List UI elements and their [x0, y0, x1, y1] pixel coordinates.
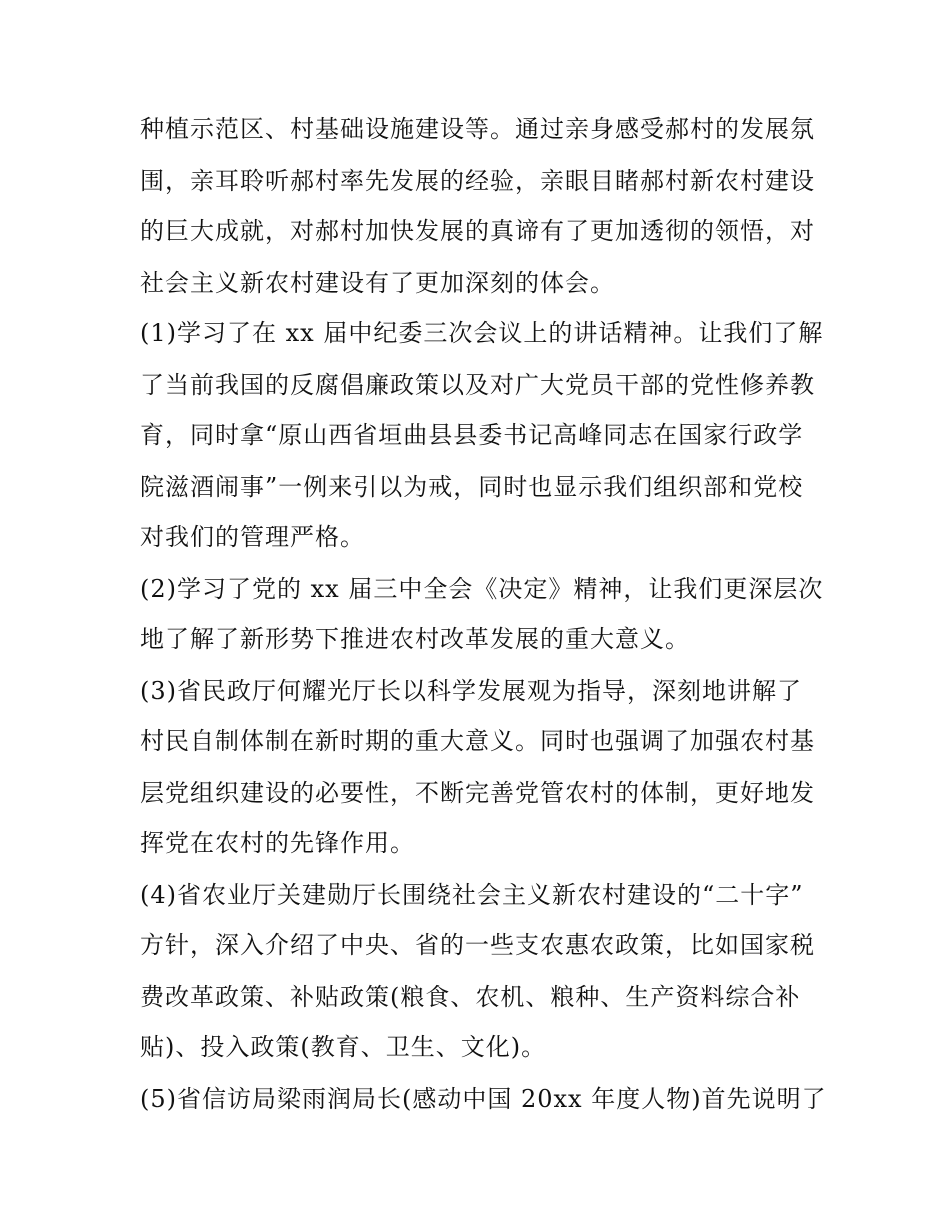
- text-line: (1)学习了在 xx 届中纪委三次会议上的讲话精神。让我们了解: [140, 319, 824, 347]
- text-line: 贴)、投入政策(教育、卫生、文化)。: [140, 1033, 547, 1061]
- text-line: 围，亲耳聆听郝村率先发展的经验，亲眼目睹郝村新农村建设: [140, 167, 815, 195]
- text-line: 方针，深入介绍了中央、省的一些支农惠农政策，比如国家税: [140, 931, 815, 959]
- text-line: 社会主义新农村建设有了更加深刻的体会。: [140, 269, 615, 297]
- text-line: (4)省农业厅关建勋厅长围绕社会主义新农村建设的“二十字”: [140, 881, 804, 909]
- text-line: 对我们的管理严格。: [140, 523, 365, 551]
- text-line: 村民自制体制在新时期的重大意义。同时也强调了加强农村基: [140, 727, 815, 755]
- text-line: 的巨大成就，对郝村加快发展的真谛有了更加透彻的领悟，对: [140, 217, 815, 245]
- text-line: 育，同时拿“原山西省垣曲县县委书记高峰同志在国家行政学: [140, 421, 804, 449]
- text-line: 层党组织建设的必要性，不断完善党管农村的体制，更好地发: [140, 779, 815, 807]
- text-line: 了当前我国的反腐倡廉政策以及对广大党员干部的党性修养教: [140, 371, 815, 399]
- text-line: 费改革政策、补贴政策(粮食、农机、粮种、生产资料综合补: [140, 983, 801, 1011]
- text-line: (5)省信访局梁雨润局长(感动中国 20xx 年度人物)首先说明了: [140, 1085, 827, 1113]
- text-line: 种植示范区、村基础设施建设等。通过亲身感受郝村的发展氛: [140, 115, 815, 143]
- text-line: 地了解了新形势下推进农村改革发展的重大意义。: [140, 625, 690, 653]
- text-line: (3)省民政厅何耀光厅长以科学发展观为指导，深刻地讲解了: [140, 677, 802, 705]
- text-line: 挥党在农村的先锋作用。: [140, 829, 415, 857]
- text-line: 院滋酒闹事”一例来引以为戒，同时也显示我们组织部和党校: [140, 473, 804, 501]
- text-line: (2)学习了党的 xx 届三中全会《决定》精神，让我们更深层次: [140, 575, 824, 603]
